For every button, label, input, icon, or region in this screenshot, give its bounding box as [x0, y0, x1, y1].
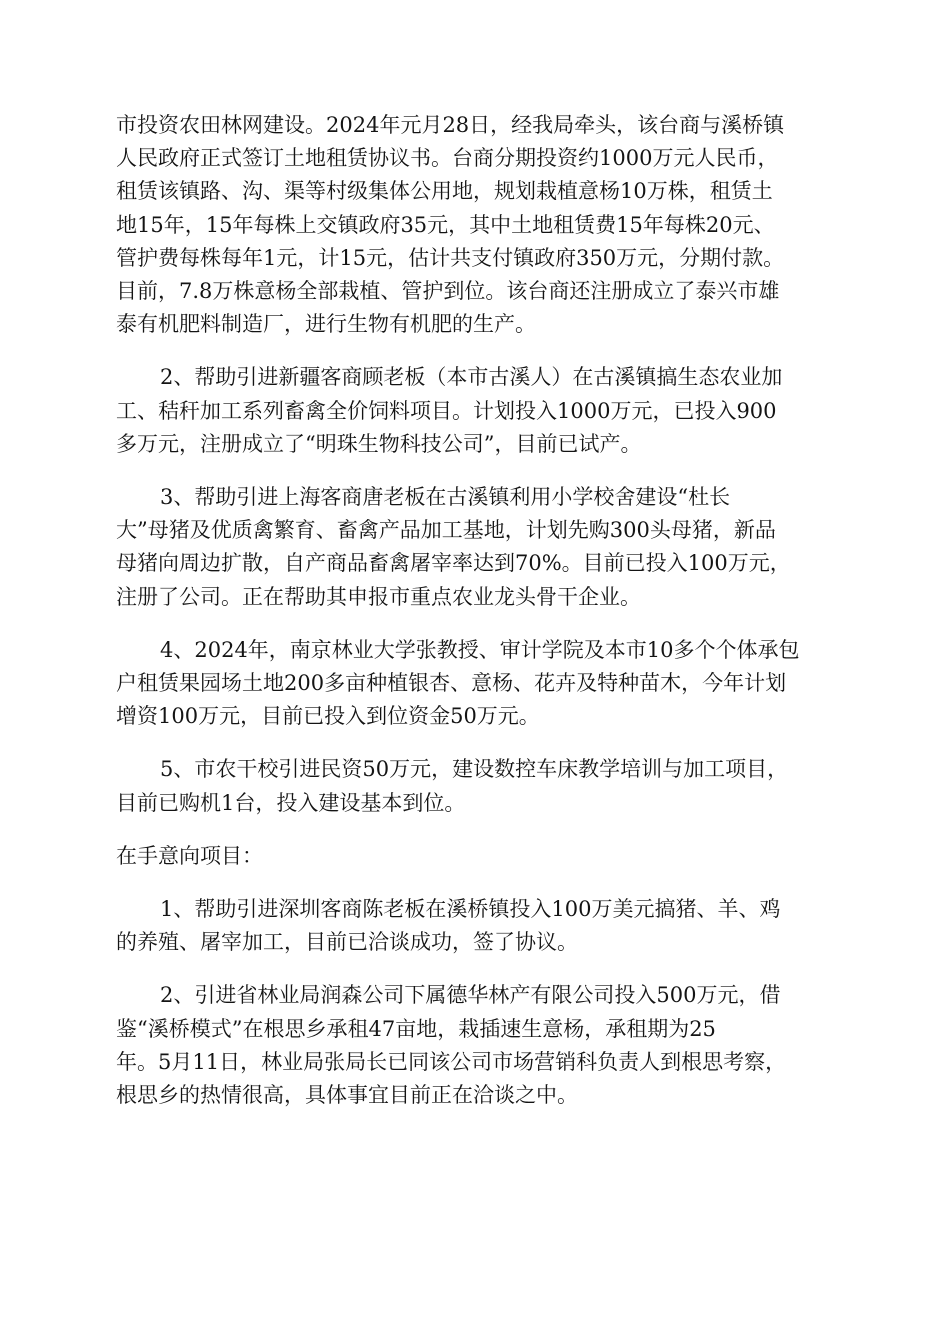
- text-line: 大”母猪及优质禽繁育、畜禽产品加工基地，计划先购300头母猪，新品: [116, 518, 776, 543]
- paragraph-item-3: [116, 481, 836, 614]
- text-line: 地15年，15年每株上交镇政府35元，其中土地租赁费15年每株20元、: [116, 212, 775, 237]
- text-line: 根思乡的热情很高，具体事宜目前正在洽谈之中。: [116, 1083, 578, 1108]
- text-line: 目前已购机1台，投入建设基本到位。: [116, 790, 466, 815]
- paragraph-item-5: [116, 753, 836, 819]
- text-line: 租赁该镇路、沟、渠等村级集体公用地，规划栽植意杨10万株，租赁土: [116, 179, 773, 204]
- text-line: 工、秸秆加工系列畜禽全价饲料项目。计划投入1000万元，已投入900: [116, 398, 777, 423]
- text-line: 的养殖、屠宰加工，目前已洽谈成功，签了协议。: [116, 930, 578, 955]
- text-line: 年。5月11日，林业局张局长已同该公司市场营销科负责人到根思考察，: [116, 1049, 787, 1074]
- paragraph-item-4: [116, 634, 836, 734]
- paragraph-intro-continued: [116, 109, 836, 341]
- text-line: 管护费每株每年1元，计15元，估计共支付镇政府350万元，分期付款。: [116, 245, 785, 270]
- text-line: 人民政府正式签订土地租赁协议书。台商分期投资约1000万元人民币，: [116, 146, 779, 171]
- text-line: 1、帮助引进深圳客商陈老板在溪桥镇投入100万美元搞猪、羊、鸡: [160, 897, 781, 922]
- text-line: 鉴“溪桥模式”在根思乡承租47亩地，栽插速生意杨，承租期为25: [116, 1016, 716, 1041]
- text-line: 市投资农田林网建设。2024年元月28日，经我局牵头，该台商与溪桥镇: [116, 113, 785, 137]
- text-line: 目前，7.8万株意杨全部栽植、管护到位。该台商还注册成立了泰兴市雄: [116, 279, 780, 304]
- text-line: 4、2024年，南京林业大学张教授、审计学院及本市10多个个体承包: [160, 637, 800, 662]
- text-line: 多万元，注册成立了“明珠生物科技公司”，目前已试产。: [116, 431, 642, 456]
- text-line: 泰有机肥料制造厂，进行生物有机肥的生产。: [116, 312, 536, 337]
- text-line: 2、引进省林业局润森公司下属德华林产有限公司投入500万元，借: [160, 983, 781, 1008]
- document-page: [116, 109, 836, 1132]
- paragraph-intent-2: [116, 979, 836, 1112]
- text-line: 3、帮助引进上海客商唐老板在古溪镇利用小学校舍建设“杜长: [160, 485, 731, 510]
- text-line: 5、市农干校引进民资50万元，建设数控车床教学培训与加工项目，: [160, 757, 789, 782]
- text-line: 2、帮助引进新疆客商顾老板（本市古溪人）在古溪镇搞生态农业加: [160, 365, 783, 390]
- section-heading-intent-projects: 在手意向项目：: [116, 843, 263, 868]
- text-line: 注册了公司。正在帮助其申报市重点农业龙头骨干企业。: [116, 584, 641, 609]
- paragraph-item-2: [116, 361, 836, 461]
- text-line: 户租赁果园场土地200多亩种植银杏、意杨、花卉及特种苗木，今年计划: [116, 671, 787, 696]
- text-line: 母猪向周边扩散，自产商品畜禽屠宰率达到70%。目前已投入100万元，: [116, 551, 791, 576]
- text-line: 增资100万元，目前已投入到位资金50万元。: [116, 704, 540, 729]
- paragraph-intent-1: [116, 893, 836, 959]
